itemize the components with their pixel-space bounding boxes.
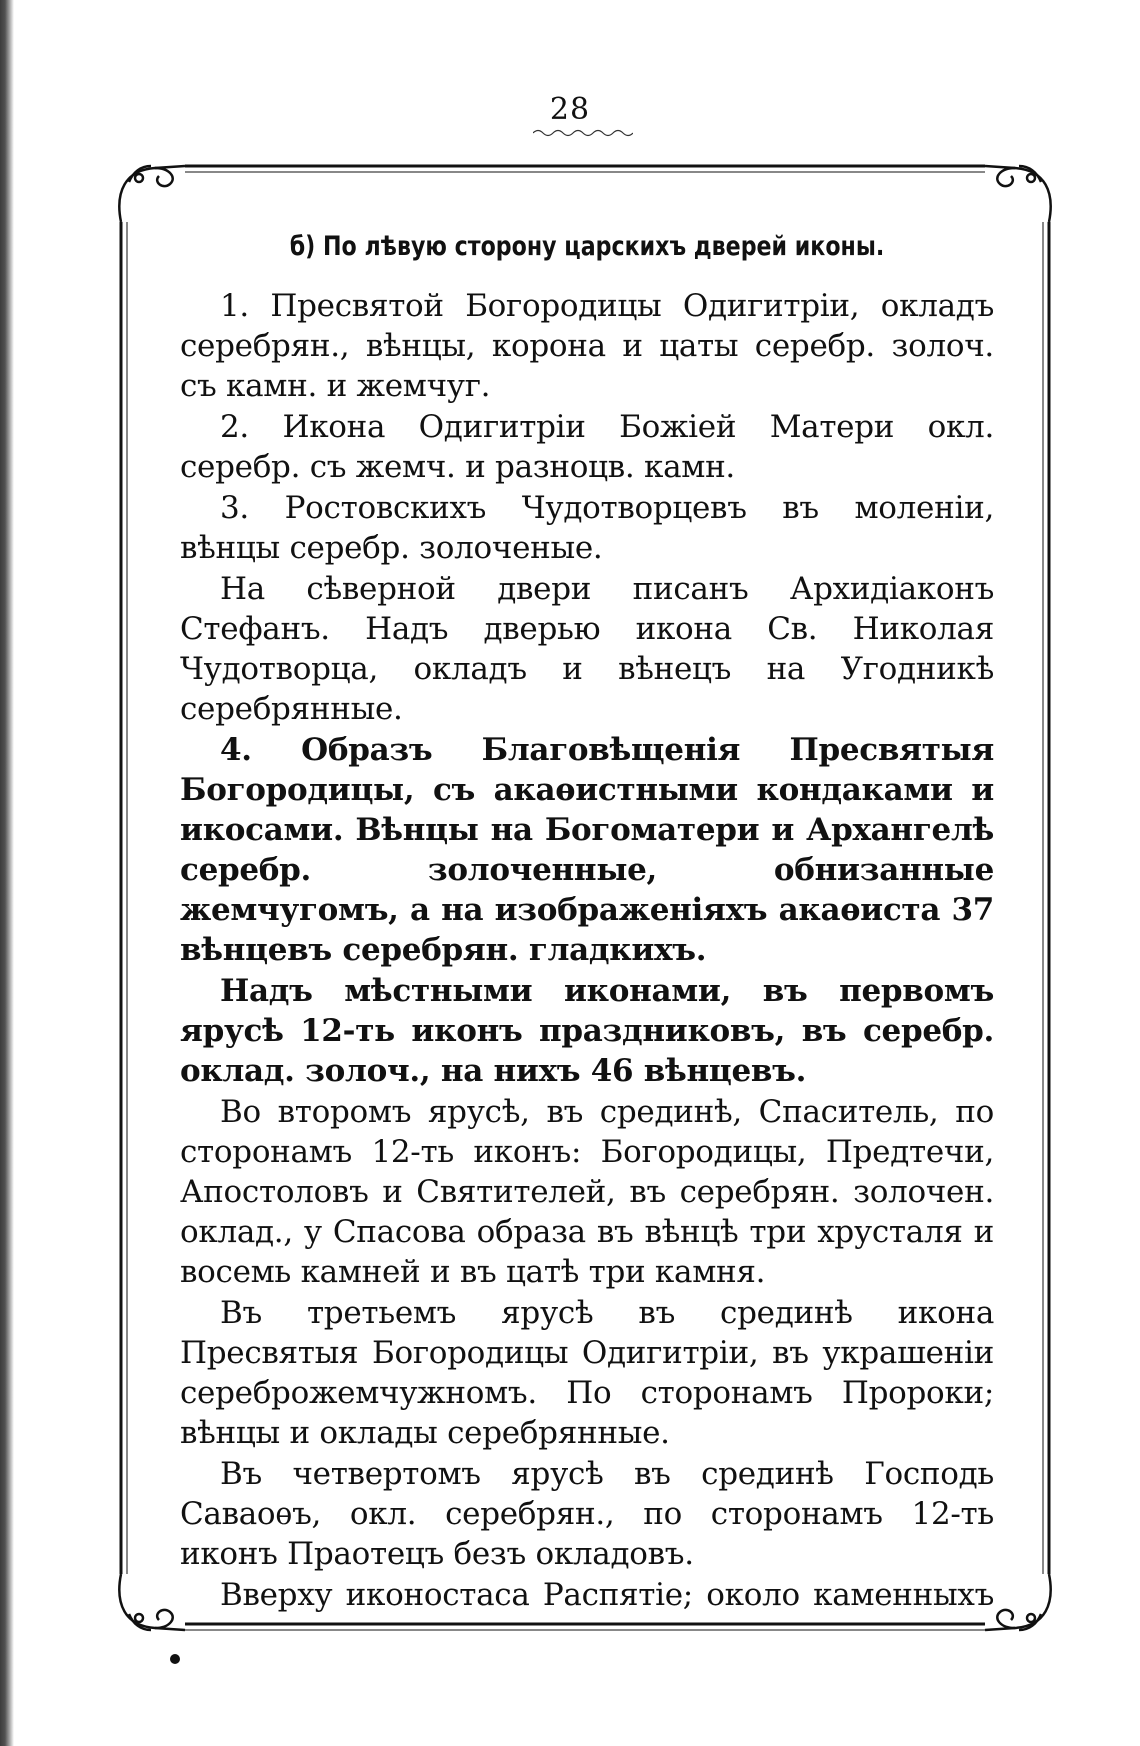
book-binding-edge [0, 0, 14, 1746]
corner-ornament-top-right [985, 166, 1051, 222]
paragraph-north-door: На сѣверной двери писанъ Архидіаконъ Стефанъ. Надъ дверью икона Св. Николая Чудотворца, окладъ и вѣнецъ на Угодникѣ серебрянные. [180, 571, 994, 727]
ink-speck [170, 1654, 180, 1664]
paragraph-item-3: 3. Ростовскихъ Чудотворцевъ въ моленіи, вѣнцы серебр. золоченые. [180, 490, 994, 566]
paragraph-item-2: 2. Икона Одигитріи Божіей Матери окл. серебр. съ жемч. и разноцв. камн. [180, 409, 994, 485]
page-number: 28 [549, 92, 591, 127]
wavy-rule-ornament [533, 128, 633, 138]
paragraph-top-iconostasis: Вверху иконостаса Распятіе; около каменныхъ [220, 1577, 994, 1613]
corner-ornament-bottom-right [985, 1574, 1051, 1630]
corner-ornament-bottom-left [119, 1574, 185, 1630]
paragraph-first-tier: Надъ мѣстными иконами, въ первомъ ярусѣ 12-ть иконъ праздниковъ, въ серебр. оклад. золоч., на нихъ 46 вѣнцевъ. [180, 973, 994, 1089]
paragraph-item-4: 4. Образъ Благовѣщенія Пресвятыя Богородицы, съ акаѳистными кондаками и икосами. Вѣнцы на Богоматери и Архангелѣ серебр. золоченные, обнизанные жемчугомъ, а на изображеніяхъ акаѳиста 37 вѣнцевъ серебрян. гладкихъ. [180, 732, 994, 968]
paragraph-second-tier: Во второмъ ярусѣ, въ срединѣ, Спаситель, по сторонамъ 12-ть иконъ: Богородицы, Предтечи, Апостоловъ и Святителей, въ серебрян. золочен. оклад., у Спасова образа въ вѣнцѣ три хрусталя и восемь камней и въ цатѣ три камня. [180, 1094, 994, 1290]
corner-ornament-top-left [119, 166, 185, 222]
paragraph-fourth-tier: Въ четвертомъ ярусѣ въ срединѣ Господь Саваоѳъ, окл. серебрян., по сторонамъ 12-ть иконъ Праотецъ безъ окладовъ. [180, 1456, 994, 1572]
paragraph-item-1: 1. Пресвятой Богородицы Одигитріи, окладъ серебрян., вѣнцы, корона и цаты серебр. золоч. съ камн. и жемчуг. [180, 288, 994, 404]
section-heading: б) По лѣвую сторону царскихъ дверей иконы. [289, 231, 885, 262]
page-content [180, 222, 994, 1616]
paragraph-third-tier: Въ третьемъ ярусѣ въ срединѣ икона Пресвятыя Богородицы Одигитріи, въ украшеніи сереброжемчужномъ. По сторонамъ Пророки; вѣнцы и оклады серебрянные. [180, 1295, 994, 1451]
